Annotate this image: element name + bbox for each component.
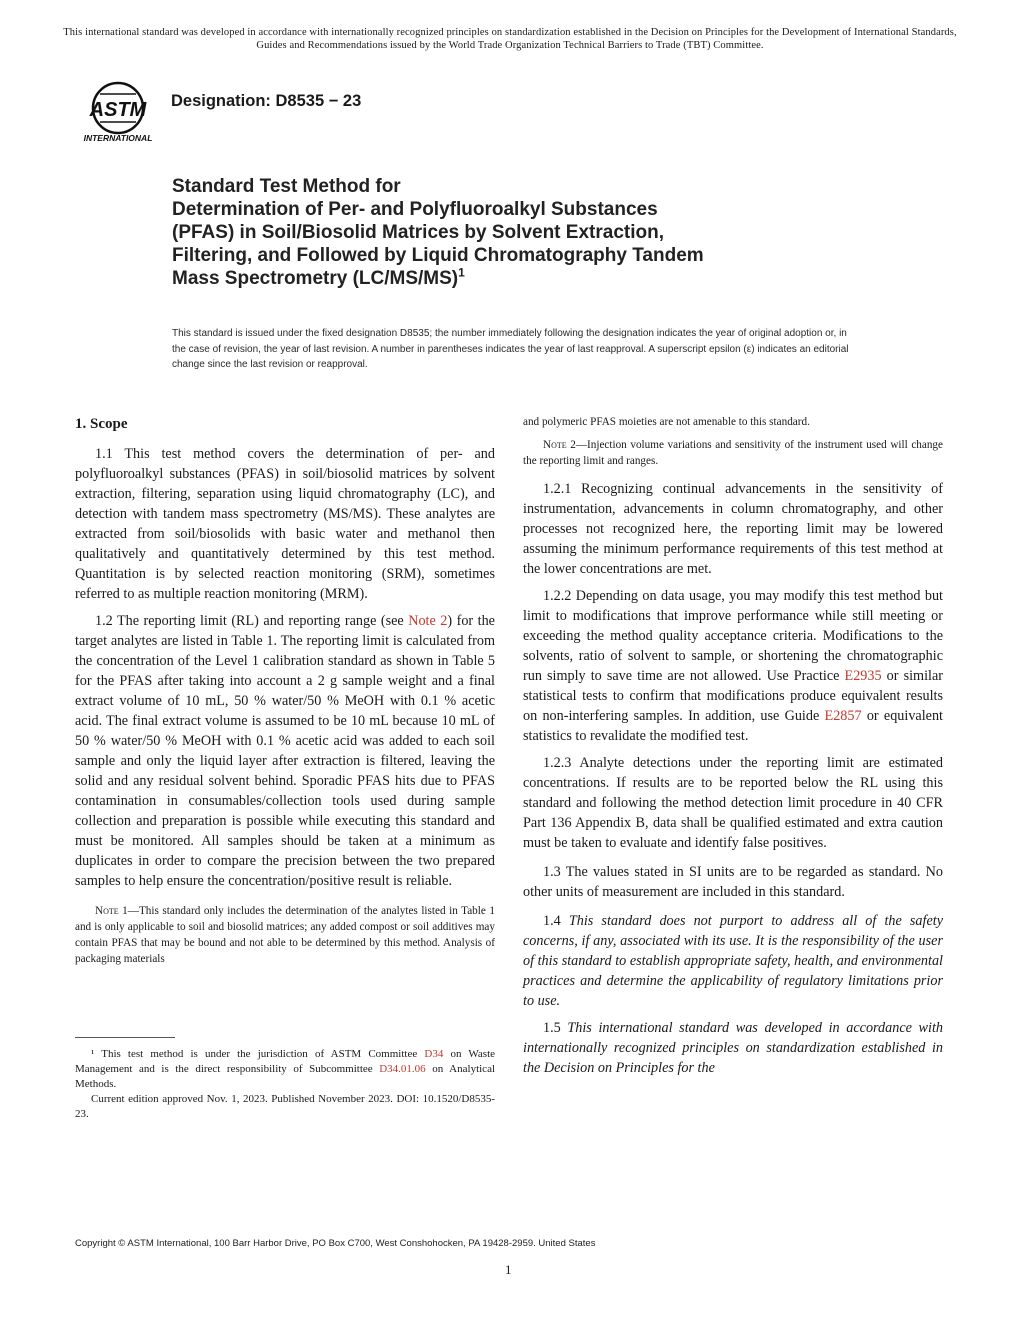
section-heading-scope: 1. Scope bbox=[75, 416, 128, 432]
footnote-1-c: on Analytical Methods. bbox=[75, 1063, 496, 1090]
designation: Designation: D8535 − 23 bbox=[171, 92, 362, 110]
note-1-continued: and polymeric PFAS moieties are not amenable to this standard. bbox=[523, 416, 810, 428]
page-number: 1 bbox=[505, 1262, 512, 1277]
footnote-rule bbox=[75, 1037, 175, 1038]
document-title bbox=[172, 175, 892, 290]
logo-subtitle: INTERNATIONAL bbox=[83, 133, 153, 143]
note-1-text: —This standard only includes the determination of the analytes listed in Table 1 and is only applicable to soil and biosolid matrices; any added compost or soil additives may contain PFAS that may be bound and not able to be determined by this method. Analysis of packaging materials bbox=[75, 905, 495, 965]
logo-letters: ASTM bbox=[89, 99, 147, 121]
paragraph-1-5 bbox=[523, 1018, 943, 1078]
paragraph-1-2-rest: ) for the target analytes are listed in Table 1. The reporting limit is calculated from the concentration of the Level 1 calibration standard as shown in Table 5 for the PFAS after taking into account a 2 g sample weight and a final extract volume of 10 mL, 50 % water/50 % MeOH with 0.1 % acetic acid. The final extract volume is assumed to be 10 mL because 10 mL of 50 % water/50 % MeOH with 0.1 % acetic acid was added to each soil sample and only the liquid layer after extraction is filtered, leaving the solid and any residual solvent behind. Sporadic PFAS hits due to PFAS contamination in consumables/collection tools used during sample collection and preparation is possible while executing this standard and must be monitored. All samples should be taken at a minimum as duplicates in order to compare the precision between the two prepared samples to help ensure the concentration/positive result is reliable. bbox=[75, 613, 495, 889]
note-1 bbox=[75, 903, 495, 967]
paragraph-1-5-number: 1.5 bbox=[543, 1020, 568, 1036]
title-line-5-text: Mass Spectrometry (LC/MS/MS) bbox=[172, 268, 459, 289]
paragraph-1-2-2-b: or similar statistical tests to confirm that modifications produce equivalent results on non-interfering samples. In addition, use Guide bbox=[523, 668, 943, 724]
note-2-label: Note 2 bbox=[543, 439, 576, 451]
paragraph-1-2-1: 1.2.1 Recognizing continual advancements in the sensitivity of instrumentation, advancements in column chromatography, and other processes not recognized here, the reporting limit may be lowered assuming the minimum performance requirements of this test method at the lower concentrations are met. bbox=[523, 481, 943, 577]
note-2 bbox=[523, 437, 943, 469]
paragraph-1-2-start: 1.2 The reporting limit (RL) and reporting range (see bbox=[95, 613, 409, 629]
e2935-link[interactable]: E2935 bbox=[844, 668, 882, 684]
paragraph-1-2-3: 1.2.3 Analyte detections under the reporting limit are estimated concentrations. If results are to be reported below the RL using this standard and following the method detection limit procedure in 40 CFR Part 136 Appendix B, data shall be qualified estimated and extra caution must be taken to evaluate and identify false positives. bbox=[523, 755, 943, 851]
astm-logo bbox=[76, 80, 160, 144]
top-notice: This international standard was developed in accordance with internationally recognized principles on standardization established in the Decision on Principles for the Development of International Standards, Guides and Recommendations issued by the World Trade Organization Technical Barriers to Trade (TBT) Committee. bbox=[63, 27, 957, 51]
title-line-5 bbox=[172, 267, 892, 290]
footnote-edition: Current edition approved Nov. 1, 2023. Published November 2023. DOI: 10.1520/D8535-23. bbox=[75, 1093, 495, 1120]
left-column bbox=[75, 414, 495, 967]
paragraph-1-2-2-c: or equivalent statistics to revalidate the modified test. bbox=[523, 708, 943, 744]
title-line-1: Standard Test Method for bbox=[172, 176, 401, 197]
copyright: Copyright © ASTM International, 100 Barr Harbor Drive, PO Box C700, West Conshohocken, PA 19428-2959. United States bbox=[75, 1238, 596, 1249]
note-2-text: —Injection volume variations and sensitivity of the instrument used will change the reporting limit and ranges. bbox=[523, 439, 943, 467]
footnote-1-b: on Waste Management and is the direct responsibility of Subcommittee bbox=[75, 1048, 496, 1075]
paragraph-1-1: 1.1 This test method covers the determination of per- and polyfluoroalkyl substances (PFAS) in soil/biosolid matrices by solvent extraction, filtering, separation using liquid chromatography (LC), and detection with tandem mass spectrometry (MS/MS). These analytes are extracted from soil/biosolids with basic water and methanol then qualitatively and quantitatively determined by this test method. Quantitation is by selected reaction monitoring (SRM), sometimes referred to as multiple reaction monitoring (MRM). bbox=[75, 446, 495, 602]
footnote-1 bbox=[75, 1047, 495, 1092]
issue-note: This standard is issued under the fixed designation D8535; the number immediately following the designation indicates the year of original adoption or, in the case of revision, the year of last revision. A number in parentheses indicates the year of last reapproval. A superscript epsilon (ε) indicates an editorial change since the last revision or reapproval. bbox=[172, 328, 849, 370]
paragraph-1-4 bbox=[523, 911, 943, 1011]
footnote bbox=[75, 1047, 495, 1122]
note-1-label: Note 1 bbox=[95, 905, 128, 917]
e2857-link[interactable]: E2857 bbox=[824, 708, 862, 724]
paragraph-1-3: 1.3 The values stated in SI units are to be regarded as standard. No other units of measurement are included in this standard. bbox=[523, 864, 943, 900]
title-line-4: Filtering, and Followed by Liquid Chromatography Tandem bbox=[172, 245, 704, 266]
paragraph-1-2-2-a: 1.2.2 Depending on data usage, you may modify this test method but limit to modifications that improve performance while still meeting or exceeding the method quality acceptance criteria. Modifications to the solvents, ratio of solvent to sample, or shortening the chromatographic run simply to save time are not allowed. Use Practice bbox=[523, 588, 943, 684]
paragraph-1-5-text: This international standard was developed in accordance with internationally recognized principles on standardization established in the Decision on Principles for the bbox=[523, 1020, 943, 1076]
paragraph-1-2 bbox=[75, 611, 495, 891]
footnote-link-d34-01-06[interactable]: D34.01.06 bbox=[379, 1063, 426, 1075]
paragraph-1-4-text: This standard does not purport to address all of the safety concerns, if any, associated with its use. It is the responsibility of the user of this standard to establish appropriate safety, health, and environmental practices and determine the applicability of regulatory limitations prior to use. bbox=[523, 913, 943, 1009]
footnote-link-d34[interactable]: D34 bbox=[424, 1048, 444, 1060]
note-2-link[interactable]: Note 2 bbox=[408, 613, 448, 629]
title-line-3: (PFAS) in Soil/Biosolid Matrices by Solvent Extraction, bbox=[172, 222, 664, 243]
right-column bbox=[523, 414, 943, 1078]
paragraph-1-4-number: 1.4 bbox=[543, 913, 569, 929]
paragraph-1-2-2 bbox=[523, 586, 943, 746]
footnote-1-a: ¹ This test method is under the jurisdiction of ASTM Committee bbox=[91, 1048, 425, 1060]
title-footnote-mark: 1 bbox=[458, 265, 465, 280]
title-line-2: Determination of Per- and Polyfluoroalkyl Substances bbox=[172, 199, 658, 220]
